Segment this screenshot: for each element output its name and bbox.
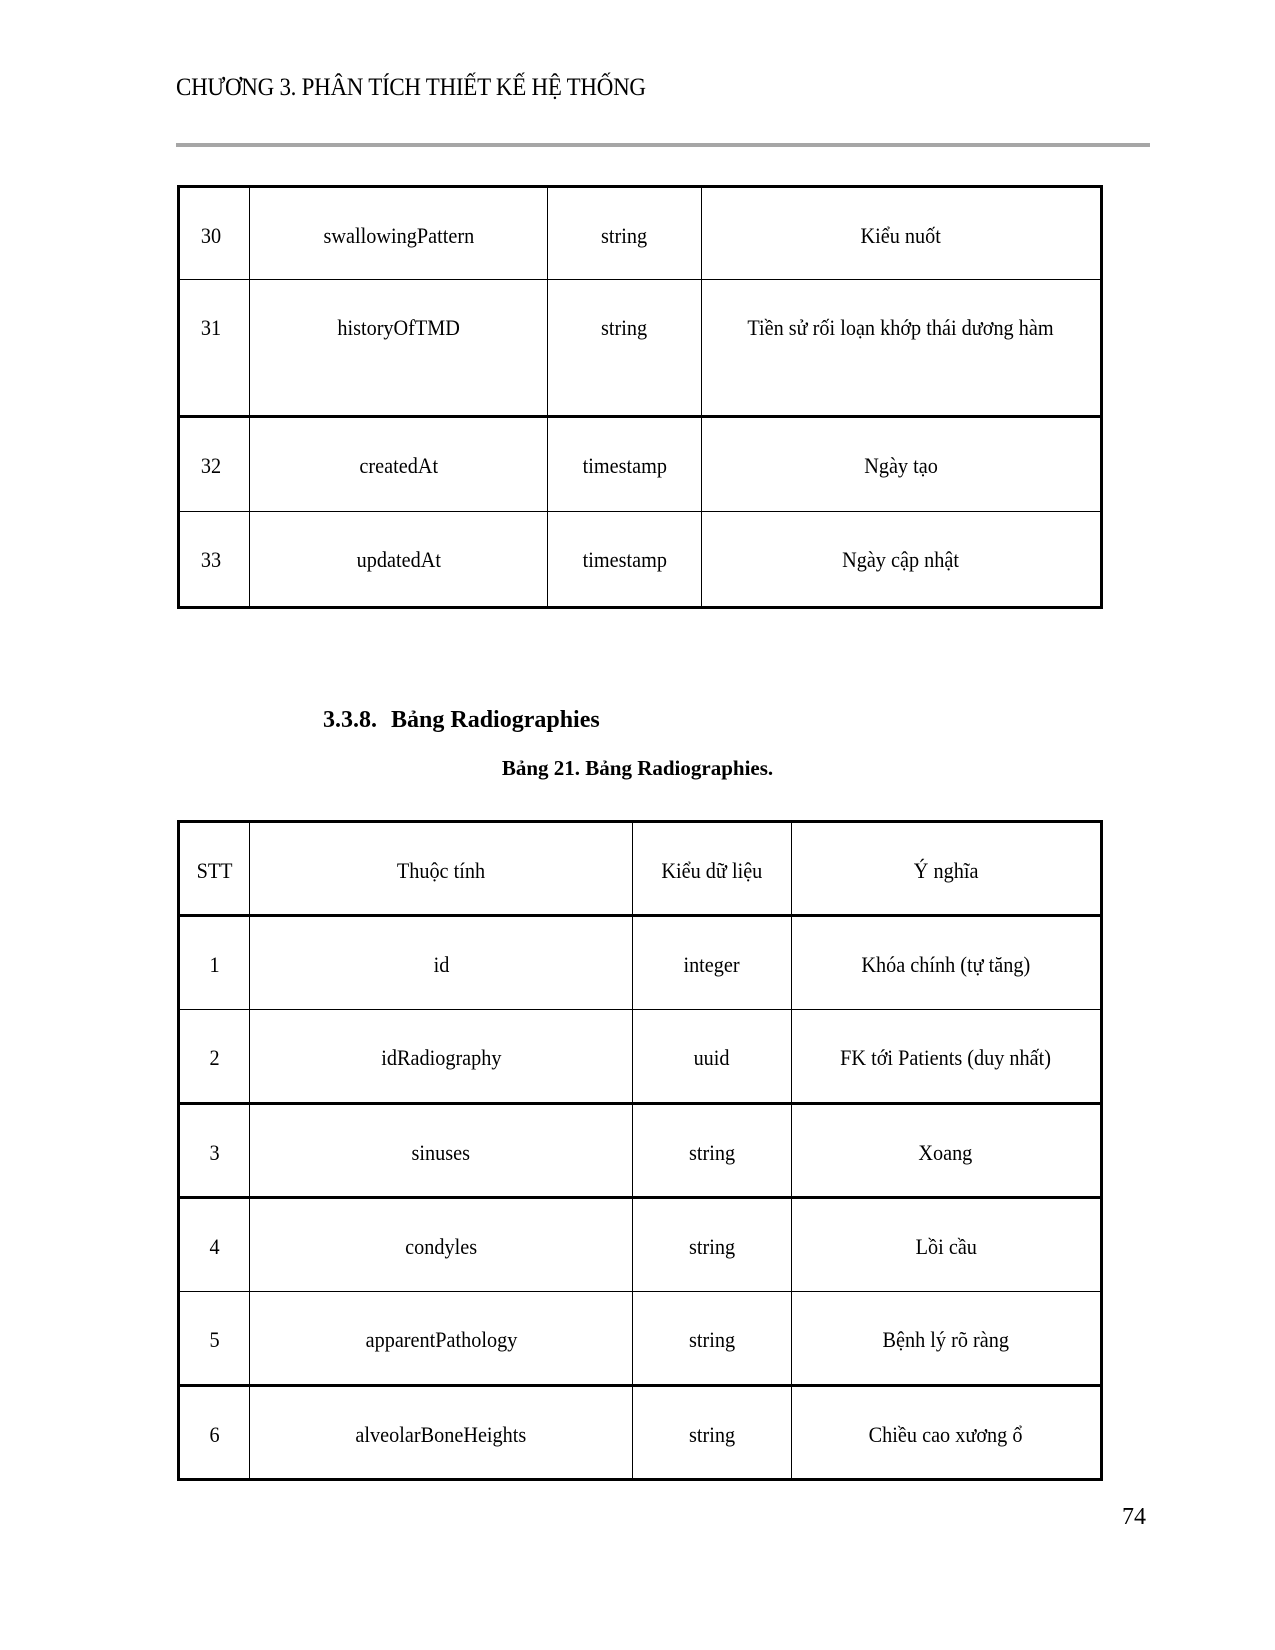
- table-row: [179, 1104, 1102, 1198]
- header-meaning: Ý nghĩa: [791, 822, 1101, 916]
- cell-attribute: id: [249, 916, 632, 1010]
- header-divider: [176, 143, 1150, 147]
- table-row: [179, 280, 1102, 417]
- cell-stt: 32: [179, 417, 250, 512]
- section-heading: [323, 707, 600, 734]
- chapter-header: CHƯƠNG 3. PHÂN TÍCH THIẾT KẾ HỆ THỐNG: [176, 74, 646, 101]
- cell-meaning: Ngày tạo: [701, 417, 1101, 512]
- section-title: Bảng Radiographies: [391, 707, 600, 733]
- cell-type: string: [633, 1386, 791, 1480]
- cell-attribute: swallowingPattern: [249, 187, 547, 280]
- cell-stt: 2: [179, 1010, 250, 1104]
- cell-meaning: Xoang: [791, 1104, 1101, 1198]
- table-radiographies: [177, 820, 1103, 1481]
- table-row: [179, 1386, 1102, 1480]
- cell-attribute: updatedAt: [249, 512, 547, 608]
- cell-meaning: FK tới Patients (duy nhất): [791, 1010, 1101, 1104]
- cell-type: string: [548, 187, 702, 280]
- cell-stt: 4: [179, 1198, 250, 1292]
- table-row: [179, 1292, 1102, 1386]
- cell-meaning: Chiều cao xương ổ: [791, 1386, 1101, 1480]
- cell-attribute: apparentPathology: [249, 1292, 632, 1386]
- table-row: [179, 1198, 1102, 1292]
- table-row: [179, 187, 1102, 280]
- cell-stt: 30: [179, 187, 250, 280]
- table-row: [179, 1010, 1102, 1104]
- cell-stt: 1: [179, 916, 250, 1010]
- cell-type: timestamp: [548, 512, 702, 608]
- table-header-row: [179, 822, 1102, 916]
- cell-attribute: idRadiography: [249, 1010, 632, 1104]
- table-row: [179, 512, 1102, 608]
- table-continued: [177, 185, 1103, 609]
- table-row: [179, 916, 1102, 1010]
- header-stt: STT: [179, 822, 250, 916]
- header-attribute: Thuộc tính: [249, 822, 632, 916]
- cell-stt: 33: [179, 512, 250, 608]
- cell-stt: 6: [179, 1386, 250, 1480]
- cell-type: timestamp: [548, 417, 702, 512]
- cell-meaning: Kiểu nuốt: [701, 187, 1101, 280]
- cell-stt: 5: [179, 1292, 250, 1386]
- cell-stt: 3: [179, 1104, 250, 1198]
- page-number: 74: [1122, 1504, 1146, 1530]
- cell-meaning: Tiền sử rối loạn khớp thái dương hàm: [701, 280, 1101, 417]
- cell-meaning: Khóa chính (tự tăng): [791, 916, 1101, 1010]
- cell-type: string: [633, 1292, 791, 1386]
- cell-type: uuid: [633, 1010, 791, 1104]
- cell-meaning: Bệnh lý rõ ràng: [791, 1292, 1101, 1386]
- table-row: [179, 417, 1102, 512]
- cell-meaning: Ngày cập nhật: [701, 512, 1101, 608]
- cell-type: string: [633, 1104, 791, 1198]
- section-number: 3.3.8.: [323, 707, 377, 733]
- cell-attribute: alveolarBoneHeights: [249, 1386, 632, 1480]
- cell-type: string: [633, 1198, 791, 1292]
- cell-meaning: Lồi cầu: [791, 1198, 1101, 1292]
- table-caption: Bảng 21. Bảng Radiographies.: [501, 756, 774, 780]
- cell-attribute: createdAt: [249, 417, 547, 512]
- cell-stt: 31: [179, 280, 250, 417]
- cell-type: string: [548, 280, 702, 417]
- cell-attribute: sinuses: [249, 1104, 632, 1198]
- header-type: Kiểu dữ liệu: [633, 822, 791, 916]
- cell-attribute: condyles: [249, 1198, 632, 1292]
- cell-attribute: historyOfTMD: [249, 280, 547, 417]
- cell-type: integer: [633, 916, 791, 1010]
